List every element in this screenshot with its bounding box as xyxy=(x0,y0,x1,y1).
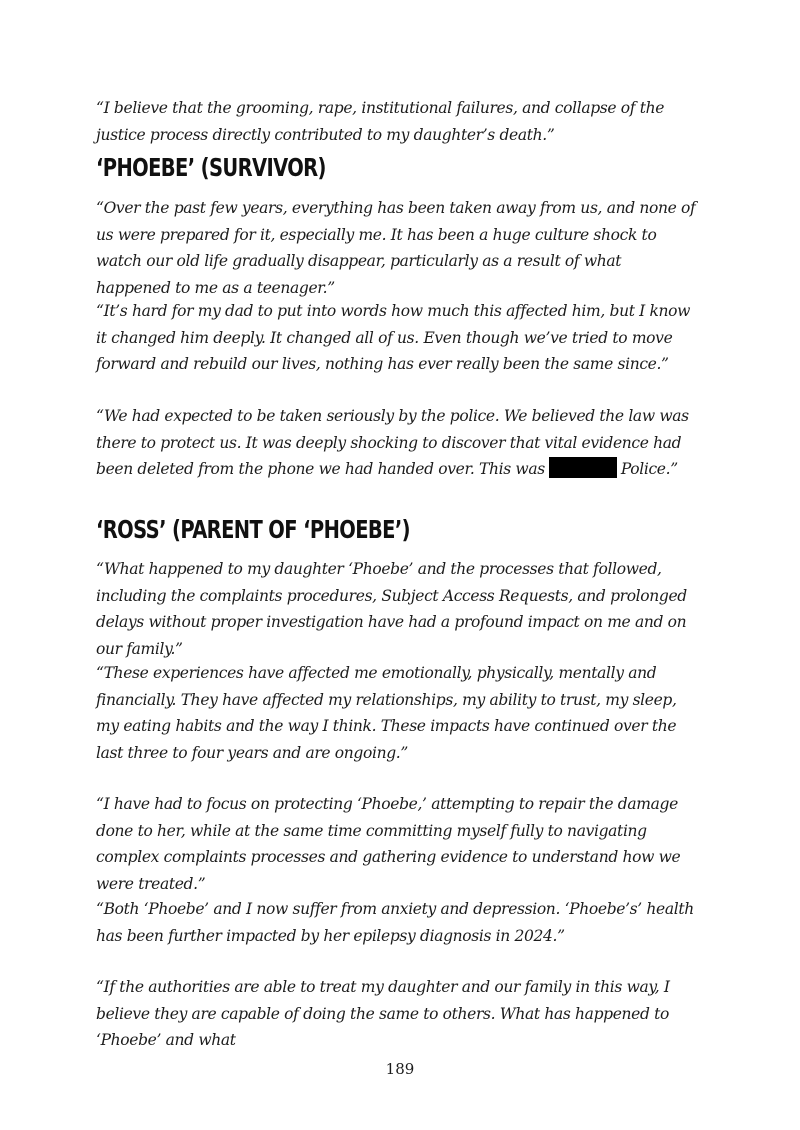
quote-daughter-death: “I believe that the grooming, rape, institutional failures, and collapse of the justice process directly contributed to my daughter’s death.” xyxy=(96,99,665,144)
quote-phoebe-1: “Over the past few years, everything has been taken away from us, and none of us were prepared for it, especially me. It has been a huge culture shock to watch our old life gradually disappear, particularly as a result of what happened to me as a teenager.” xyxy=(96,199,696,297)
quote-phoebe-3-police: Police.” xyxy=(620,460,678,478)
quote-ross-1: “What happened to my daughter ‘Phoebe’ and the processes that followed, including the complaints procedures, Subject Access Requests, and prolonged delays without proper investigation have had a profound impact on me and on our family.” xyxy=(96,560,687,658)
redaction-block xyxy=(549,457,617,478)
quote-phoebe-3-text: “We had expected to be taken seriously by the police. We believed the law was there to protect us. It was deeply shocking to discover that vital evidence had been deleted from the phone we had handed over. This was xyxy=(96,407,689,478)
heading-phoebe-survivor: ‘PHOEBE’ (SURVIVOR) xyxy=(96,153,326,182)
quote-ross-2: “These experiences have affected me emotionally, physically, mentally and financially. They have affected my relationships, my ability to trust, my sleep, my eating habits and the way I think. These impacts have continued over the last three to four years and are ongoing.” xyxy=(96,664,677,762)
quote-ross-3: “I have had to focus on protecting ‘Phoebe,’ attempting to repair the damage done to her, while at the same time committing myself fully to navigating complex complaints processes and gathering evidence to understand how we were treated.” xyxy=(96,795,681,893)
heading-ross-parent: ‘ROSS’ (PARENT OF ‘PHOEBE’) xyxy=(96,515,410,544)
quote-ross-5: “If the authorities are able to treat my daughter and our family in this way, I believe they are capable of doing the same to others. What has happened to ‘Phoebe’ and what xyxy=(96,978,670,1049)
quote-phoebe-3 xyxy=(96,403,696,483)
quote-ross-4: “Both ‘Phoebe’ and I now suffer from anxiety and depression. ‘Phoebe’s’ health has been further impacted by her epilepsy diagnosis in 2024.” xyxy=(96,900,694,945)
page-number: 189 xyxy=(385,1060,415,1078)
quote-phoebe-2: “It’s hard for my dad to put into words how much this affected him, but I know it changed him deeply. It changed all of us. Even though we’ve tried to move forward and rebuild our lives, nothing has ever really been the same since.” xyxy=(96,302,691,373)
